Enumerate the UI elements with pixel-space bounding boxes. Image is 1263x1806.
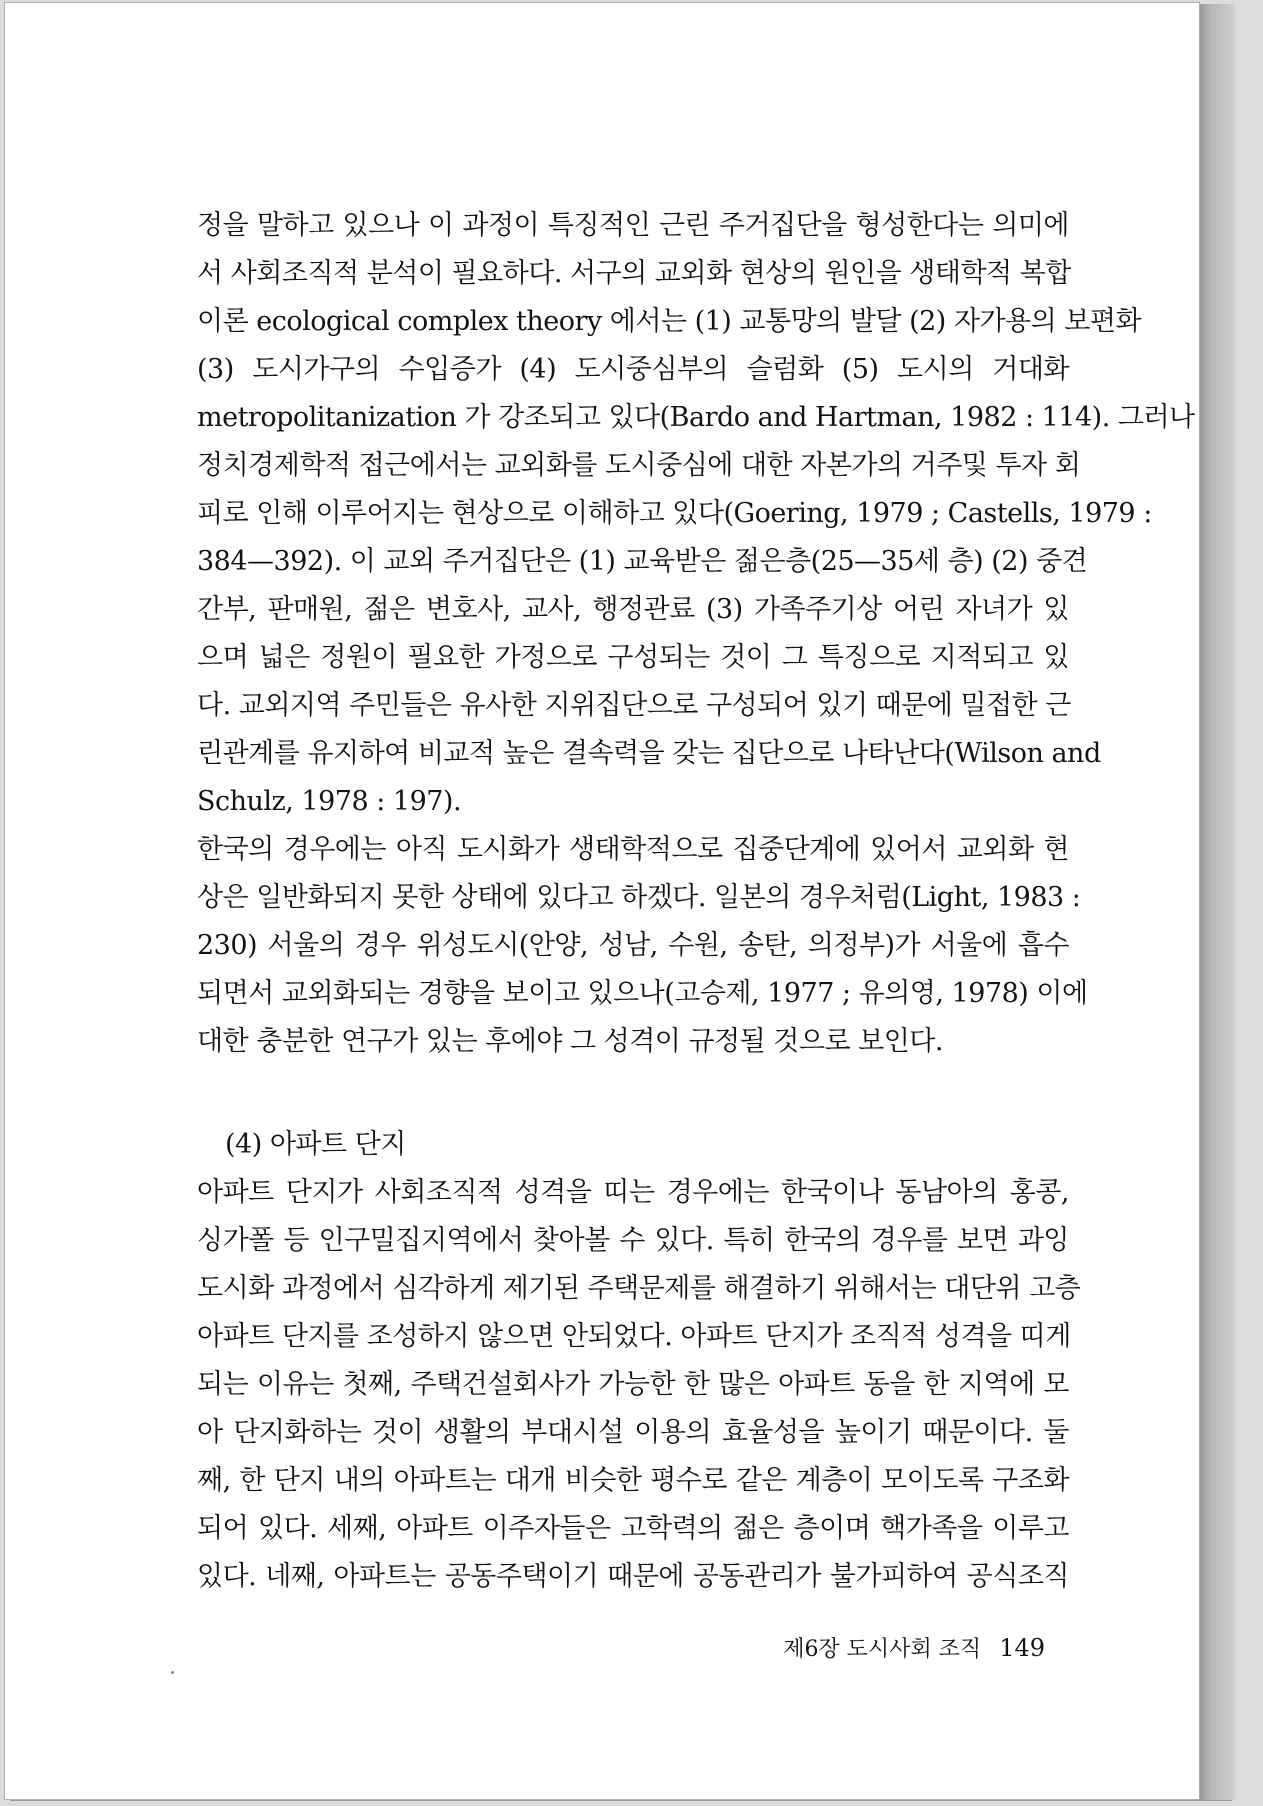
page-body bbox=[197, 202, 1195, 1601]
body-line: 다. 교외지역 주민들은 유사한 지위집단으로 구성되어 있기 때문에 밀접한 근 bbox=[197, 690, 1071, 721]
body-line: 서 사회조직적 분석이 필요하다. 서구의 교외화 현상의 원인을 생태학적 복합 bbox=[197, 258, 1071, 289]
chapter-title: 제6장 도시사회 조직 bbox=[783, 1637, 982, 1662]
body-line: Schulz, 1978 : 197). bbox=[197, 786, 462, 817]
body-line: 린관계를 유지하여 비교적 높은 결속력을 갖는 집단으로 나타난다(Wilson and bbox=[197, 738, 1101, 769]
body-line: 되면서 교외화되는 경향을 보이고 있으나(고승제, 1977 ; 유의영, 1978) 이에 bbox=[197, 978, 1088, 1009]
body-line: 정을 말하고 있으나 이 과정이 특징적인 근린 주거집단을 형성한다는 의미에 bbox=[197, 210, 1069, 241]
body-line: 대한 충분한 연구가 있는 후에야 그 성격이 규정될 것으로 보인다. bbox=[197, 1026, 943, 1057]
body-line: 230) 서울의 경우 위성도시(안양, 성남, 수원, 송탄, 의정부)가 서울에 흡수 bbox=[197, 930, 1069, 961]
page-footer bbox=[5, 1632, 1045, 1663]
section-line: 있다. 네째, 아파트는 공동주택이기 때문에 공동관리가 불가피하여 공식조직 bbox=[197, 1561, 1069, 1592]
section-line: 되는 이유는 첫째, 주택건설회사가 가능한 한 많은 아파트 동을 한 지역에 모 bbox=[197, 1369, 1069, 1400]
book-page bbox=[4, 2, 1200, 1800]
body-line: 으며 넓은 정원이 필요한 가정으로 구성되는 것이 그 특징으로 지적되고 있 bbox=[197, 642, 1069, 673]
section-line: 아파트 단지를 조성하지 않으면 안되었다. 아파트 단지가 조직적 성격을 띠게 bbox=[197, 1321, 1071, 1352]
body-line: 간부, 판매원, 젊은 변호사, 교사, 행정관료 (3) 가족주기상 어린 자녀가 있 bbox=[197, 594, 1069, 625]
body-line: 한국의 경우에는 아직 도시화가 생태학적으로 집중단계에 있어서 교외화 현 bbox=[197, 834, 1069, 865]
body-line: (3) 도시가구의 수입증가 (4) 도시중심부의 슬럼화 (5) 도시의 거대화 bbox=[197, 354, 1069, 385]
section-line: 되어 있다. 세째, 아파트 이주자들은 고학력의 젊은 층이며 핵가족을 이루고 bbox=[197, 1513, 1069, 1544]
section-line: 아 단지화하는 것이 생활의 부대시설 이용의 효율성을 높이기 때문이다. 둘 bbox=[197, 1417, 1069, 1448]
section-line: 아파트 단지가 사회조직적 성격을 띠는 경우에는 한국이나 동남아의 홍콩, bbox=[197, 1177, 1069, 1208]
body-line: 정치경제학적 접근에서는 교외화를 도시중심에 대한 자본가의 거주및 투자 회 bbox=[197, 450, 1081, 481]
section-line: 도시화 과정에서 심각하게 제기된 주택문제를 해결하기 위해서는 대단위 고층 bbox=[197, 1273, 1081, 1304]
section-gap bbox=[197, 1066, 1069, 1121]
section-line: 째, 한 단지 내의 아파트는 대개 비슷한 평수로 같은 계층이 모이도록 구조화 bbox=[197, 1465, 1069, 1496]
body-line: 이론 ecological complex theory 에서는 (1) 교통망의 발달 (2) 자가용의 보편화 bbox=[197, 306, 1142, 337]
body-line: 피로 인해 이루어지는 현상으로 이해하고 있다(Goering, 1979 ; Castells, 1979 : bbox=[197, 498, 1152, 529]
page-number: 149 bbox=[999, 1634, 1045, 1662]
section-line: 싱가폴 등 인구밀집지역에서 찾아볼 수 있다. 특히 한국의 경우를 보면 과잉 bbox=[197, 1225, 1069, 1256]
body-line: 384—392). 이 교외 주거집단은 (1) 교육받은 젊은층(25—35세 층) (2) 중견 bbox=[197, 546, 1088, 577]
body-line: metropolitanization 가 강조되고 있다(Bardo and Hartman, 1982 : 114). 그러나 bbox=[197, 402, 1195, 433]
scan-speck bbox=[171, 1671, 174, 1674]
page-stack-edge bbox=[1195, 4, 1235, 1800]
section-heading: (4) 아파트 단지 bbox=[225, 1129, 406, 1160]
body-line: 상은 일반화되지 못한 상태에 있다고 하겠다. 일본의 경우처럼(Light, 1983 : bbox=[197, 882, 1081, 913]
